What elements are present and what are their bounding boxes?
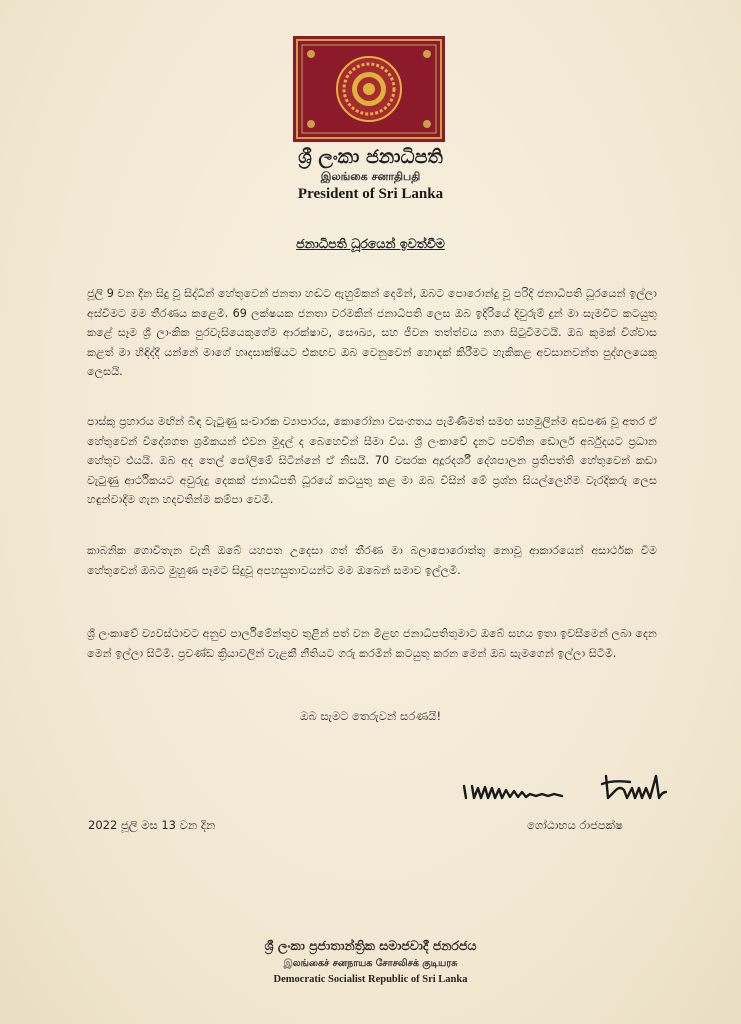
header-tamil-title: இலங்கை சனாதிபதி	[320, 170, 421, 183]
header-sinhala-title: ශ්‍රී ලංකා ජනාධිපති	[298, 146, 443, 168]
letter-date: 2022 ජූලි මස 13 වන දින	[88, 818, 216, 832]
closing-blessing: ඔබ සැමට තෙරුවන් සරණයි!	[299, 709, 442, 723]
paragraph: පාස්කු ප්‍රහාරය මඟින් බිඳ වැටුණු සංචාරක ව්‍යාපාරය, කොරෝනා වසංගතය පැමිණීමත් සමඟ සහමුලින්ම අඩපණ වූ අතර ඒ හේතුවෙන් විදේශගත ශ්‍රමිකයන් එවන මුදල් ද බෙහෙවින් සීමා විය. ශ්‍රී ලංකාවේ දැනට පවතින ඩොලර් අර්බුදයට ප්‍රධාන හේතුව එයයි. ඔබ අද තෙල් පෝලිමේ සිටින්නේ ඒ නිසයි. 70 වසරක අදූරදර්ශී දේශපාලන ප්‍රතිපත්ති හේතුවෙන් කඩා වැටුණු ආර්ථිකයට අවුරුදු දෙකක් ජනාධිපති ධූරයේ කටයුතු කළ මා ඔබ විසින් මේ ප්‍රශ්න සියල්ලෙහිම වැරදිකරු ලෙස හඳුන්වාදීම ගැන හදවතින්ම කම්පා වෙමි.	[87, 415, 657, 506]
letter-subject: ජනාධිපති ධූරයෙන් ඉවත්වීම	[296, 236, 445, 251]
footer-tamil-country: இலங்கைச் சனநாயக சோசலிசக் குடியரசு	[283, 958, 458, 969]
paragraph: කාබනික ගොවිතැන වැනි ඔබේ යහපත උදෙසා ගත් තීරණ මා බලාපොරොත්තු නොවූ ආකාරයෙන් අසාර්ථක වීම හේතුවෙන් ඔබට මුහුණ පෑමට සිදුවූ අපහසුතාවයන්ට මම ඔබෙන් සමාව ඉල්ලමි.	[87, 544, 657, 577]
presidential-flag-emblem	[293, 36, 445, 142]
handwritten-signature	[462, 764, 702, 812]
footer-english-country: Democratic Socialist Republic of Sri Lanka	[273, 974, 468, 985]
footer-sinhala-country: ශ්‍රී ලංකා ප්‍රජාතාන්ත්‍රික සමාජවාදී ජනරජය	[264, 938, 477, 953]
paragraph: ශ්‍රී ලංකාවේ ව්‍යවස්ථාවට අනුව පාර්ලිමේන්තුව තුළින් පත් වන මීළඟ ජනාධිපතිතුමාට ඔබේ සහය ඉතා ඉවසීමෙන් ලබා දෙන මෙන් ඉල්ලා සිටිමි. ප්‍රචණ්ඩ ක්‍රියාවලින් වැළකී නීතියට ගරු කරමින් කටයුතු කරන මෙන් ඔබ සැමගෙන් ඉල්ලා සිටිමි.	[87, 627, 657, 660]
signer-name: ගෝඨාභය රාජපක්ෂ	[527, 818, 623, 832]
header-english-title: President of Sri Lanka	[297, 186, 444, 202]
paragraph: ජූලි 9 වන දින සිදු වූ සිද්ධීන් හේතුවෙන් ජනතා හඬට ඇහුම්කන් දෙමින්, ඔබට පොරොන්දු වූ පරිදි ජනාධිපති ධූරයෙන් ඉල්ලා අස්වීමට මම තීරණය කළෙමි. 69 ලක්ෂයක ජනතා වරමකින් ජනාධිපති ලෙස ඔබ ඉදිරියේ දිවුරුම් දුන් මා සැමවිට කටයුතු කළේ සෑම ශ්‍රී ලාංකික පුරවැසියෙකුගේම ආරක්ෂාව, සෞඛ්‍ය, සහ ජීවන තත්ත්වය නගා සිටුවීමටයි. ඔබ කුමක් විශ්වාස කළත් මා හිඳිද්දී යන්නේ මාගේ හෘදසාක්ෂියට එකඟව ඔබ වෙනුවෙන් හොඳක් කිරීමට හැකිකළ අවසානවන්ත පුද්ගලයෙකු ලෙසයි.	[87, 287, 657, 378]
